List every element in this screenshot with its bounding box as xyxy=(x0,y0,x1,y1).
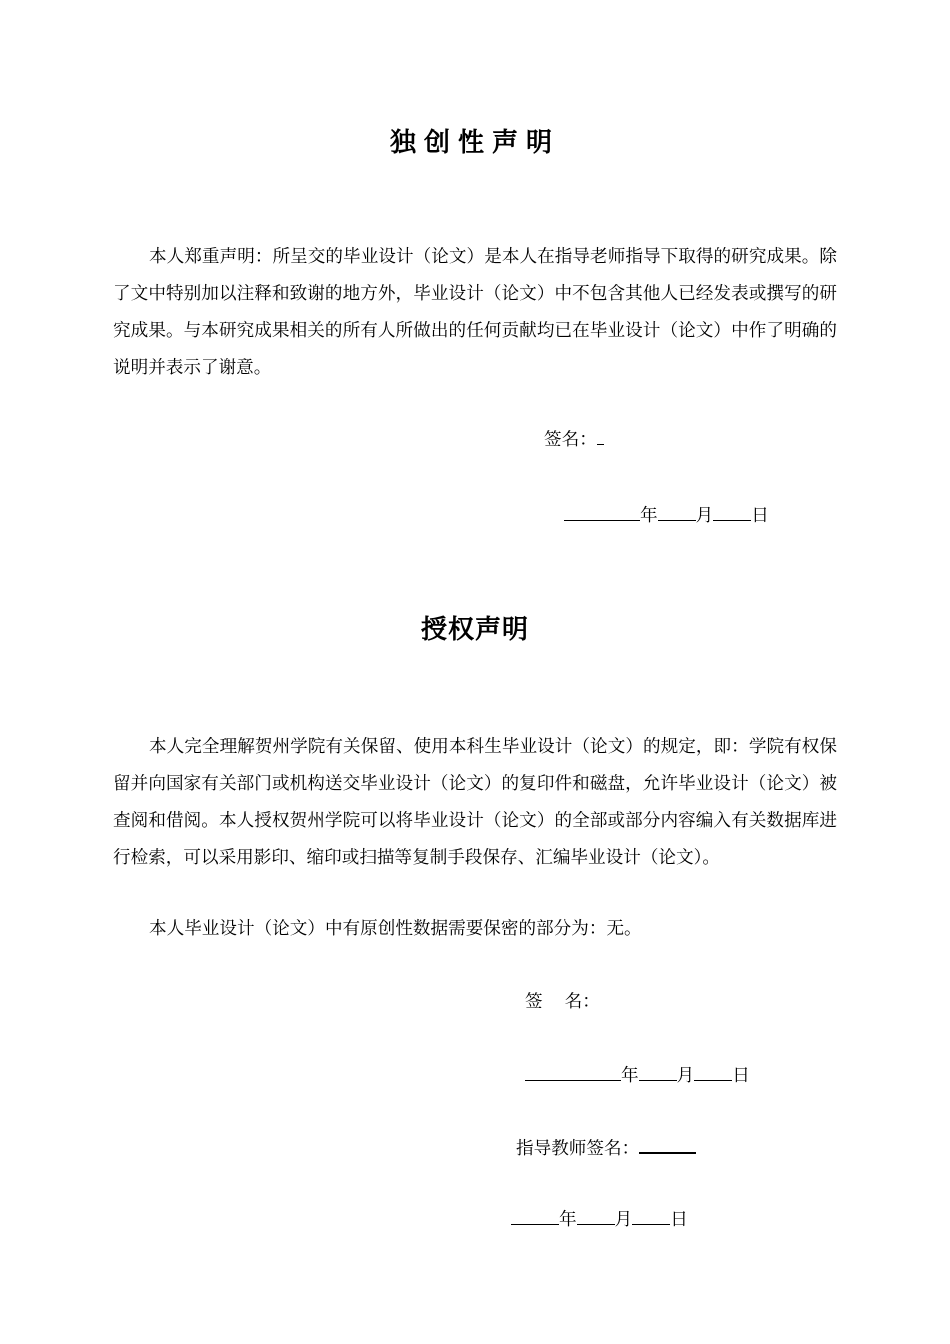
year-label: 年 xyxy=(640,506,658,526)
year-label: 年 xyxy=(559,1210,577,1230)
month-blank[interactable] xyxy=(577,1206,615,1225)
month-label: 月 xyxy=(695,506,714,526)
day-blank[interactable] xyxy=(713,502,751,521)
authorization-date-line xyxy=(525,1062,750,1088)
year-blank[interactable] xyxy=(511,1206,559,1225)
authorization-title: 授权声明 xyxy=(420,615,529,645)
originality-title: 独创性声明 xyxy=(389,128,560,158)
month-label: 月 xyxy=(676,1066,695,1086)
day-label: 日 xyxy=(751,506,769,526)
month-label: 月 xyxy=(614,1210,633,1230)
month-blank[interactable] xyxy=(639,1062,677,1081)
advisor-date-line xyxy=(511,1206,688,1232)
originality-signature-line xyxy=(544,428,604,452)
advisor-signature-line xyxy=(516,1134,696,1161)
year-blank[interactable] xyxy=(525,1062,621,1081)
day-blank[interactable] xyxy=(694,1062,732,1081)
advisor-signature-blank[interactable] xyxy=(639,1134,696,1154)
confidentiality-statement: 本人毕业设计（论文）中有原创性数据需要保密的部分为：无。 xyxy=(149,919,642,939)
signature-label: 签名： xyxy=(544,430,597,450)
year-label: 年 xyxy=(621,1066,639,1086)
authorization-signature-line xyxy=(525,990,600,1014)
day-label: 日 xyxy=(670,1210,688,1230)
month-blank[interactable] xyxy=(658,502,696,521)
day-blank[interactable] xyxy=(632,1206,670,1225)
signature-blank[interactable] xyxy=(597,430,604,445)
signature-label-part2: 名： xyxy=(564,992,600,1012)
authorization-statement: 本人完全理解贺州学院有关保留、使用本科生毕业设计（论文）的规定，即：学院有权保留并向国家有关部门或机构送交毕业设计（论文）的复印件和磁盘，允许毕业设计（论文）被查阅和借阅。本人授权贺州学院可以将毕业设计（论文）的全部或部分内容编入有关数据库进行检索，可以采用影印、缩印或扫描等复制手段保存、汇编毕业设计（论文）。 xyxy=(113,737,837,868)
originality-date-line xyxy=(564,502,769,528)
year-blank[interactable] xyxy=(564,502,640,521)
originality-statement: 本人郑重声明：所呈交的毕业设计（论文）是本人在指导老师指导下取得的研究成果。除了文中特别加以注释和致谢的地方外，毕业设计（论文）中不包含其他人已经发表或撰写的研究成果。与本研究成果相关的所有人所做出的任何贡献均已在毕业设计（论文）中作了明确的说明并表示了谢意。 xyxy=(113,247,837,378)
signature-label-part1: 签 xyxy=(525,992,543,1012)
day-label: 日 xyxy=(732,1066,750,1086)
advisor-signature-label: 指导教师签名： xyxy=(516,1139,640,1159)
